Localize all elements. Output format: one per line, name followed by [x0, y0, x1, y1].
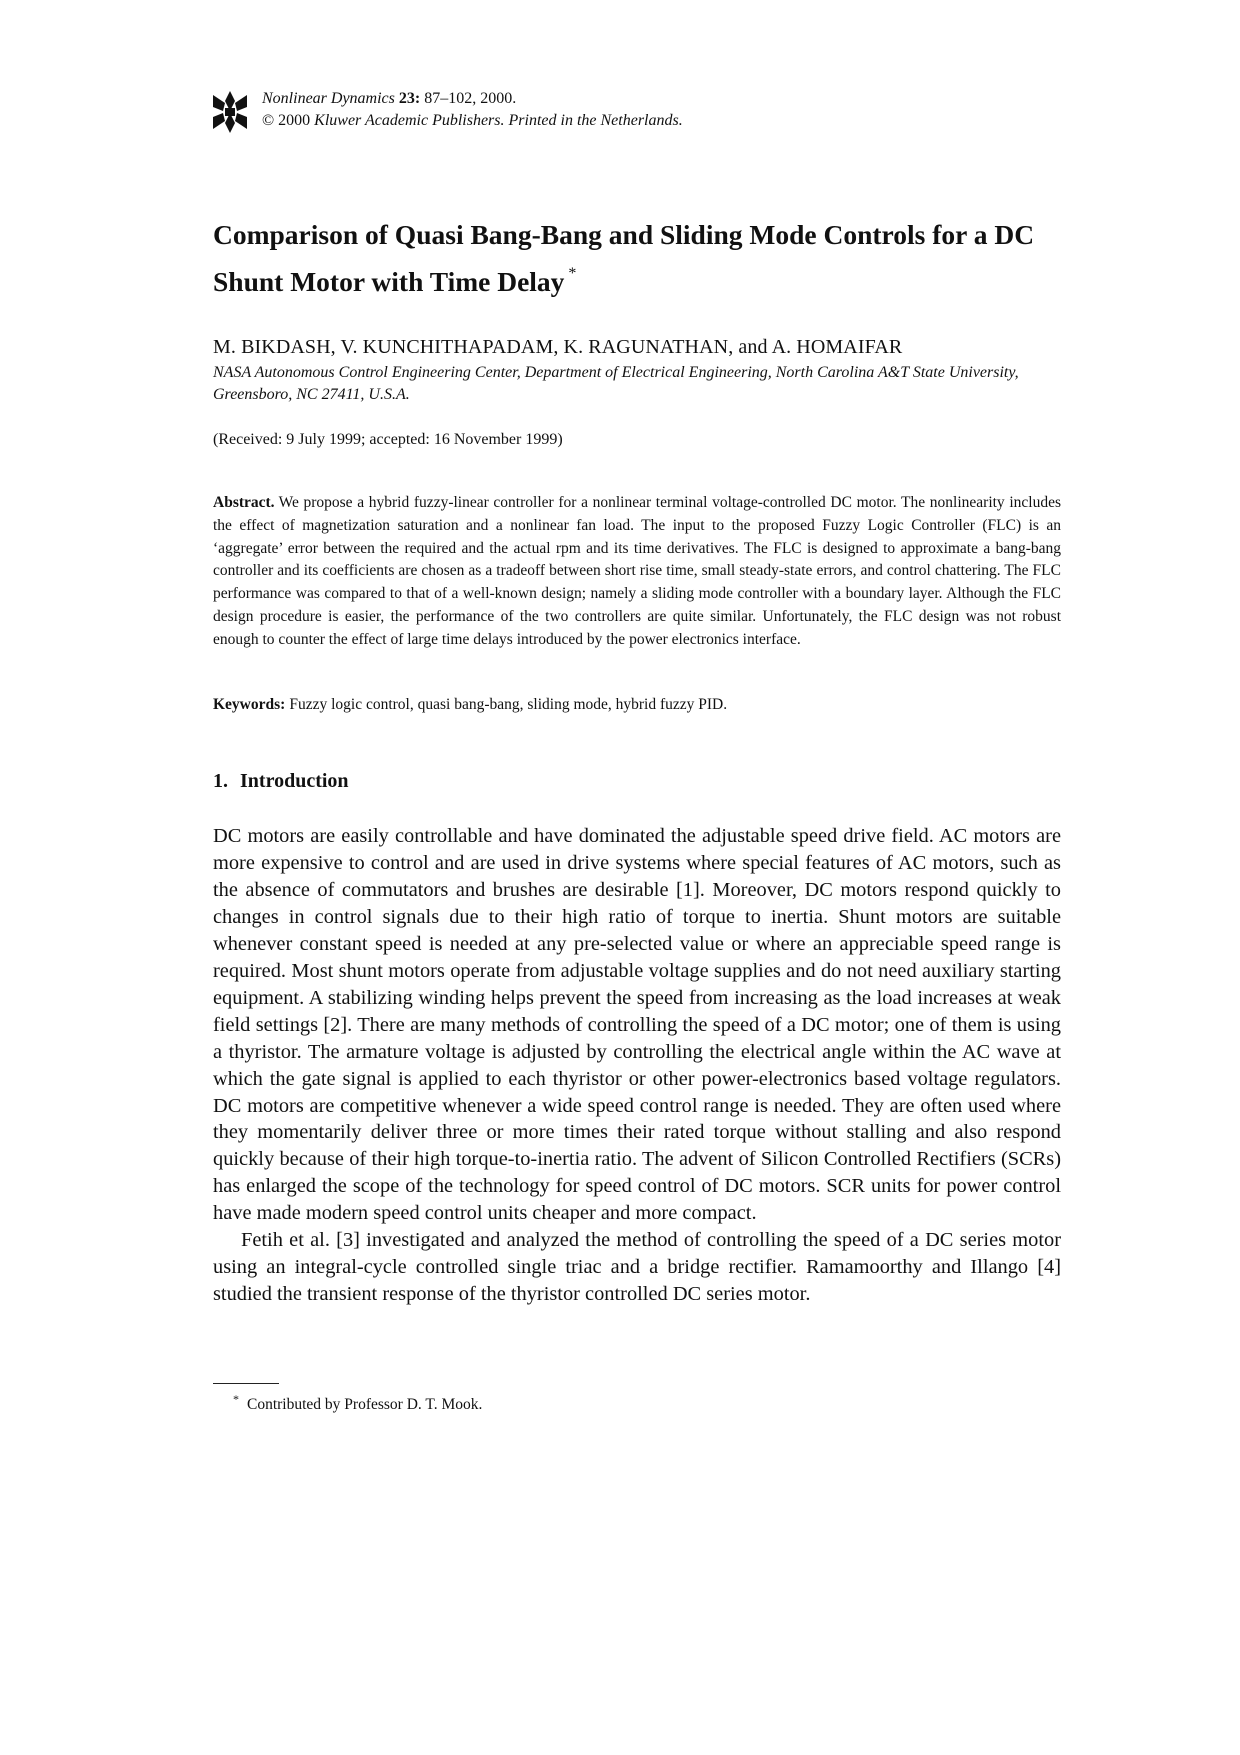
title-footnote-marker: * [568, 265, 577, 282]
footnote-text: Contributed by Professor D. T. Mook. [247, 1396, 483, 1413]
footnote-marker: * [233, 1392, 239, 1406]
journal-citation [262, 88, 683, 132]
footnote [233, 1388, 482, 1416]
journal-volume: 23: [398, 90, 421, 107]
section-title: Introduction [240, 770, 349, 792]
introduction-body [213, 823, 1061, 1308]
paper-title-text: Comparison of Quasi Bang-Bang and Sliding Mode Controls for a DC Shunt Motor with Time Delay [213, 219, 1035, 297]
keywords-label: Keywords: [213, 696, 286, 713]
affiliation: NASA Autonomous Control Engineering Center, Department of Electrical Engineering, North Carolina A&T State University, Greensboro, NC 27411, U.S.A. [213, 364, 1019, 403]
publisher-name: Kluwer Academic Publishers. [314, 112, 505, 129]
abstract-text: We propose a hybrid fuzzy-linear controller for a nonlinear terminal voltage-controlled DC motor. The nonlinearity includes the effect of magnetization saturation and a nonlinear fan load. The input to the proposed Fuzzy Logic Controller (FLC) is an ‘aggregate’ error between the required and the actual rpm and its time derivatives. The FLC is designed to approximate a bang-bang controller and its coefficients are chosen as a tradeoff between short rise time, small steady-state errors, and control chattering. The FLC performance was compared to that of a well-known design; namely a sliding mode controller with a boundary layer. Although the FLC design procedure is easier, the performance of the two controllers are quite similar. Unfortunately, the FLC design was not robust enough to counter the effect of large time delays introduced by the power electronics interface. [213, 494, 1061, 648]
printed-location: Printed in the Netherlands. [508, 112, 683, 129]
author-list: M. BIKDASH, V. KUNCHITHAPADAM, K. RAGUNATHAN, and A. HOMAIFAR [213, 336, 903, 358]
section-number: 1. [213, 770, 228, 792]
publisher-logo-icon [213, 91, 247, 133]
keywords [213, 694, 1061, 716]
paper-title [213, 215, 1061, 301]
copyright-year: © 2000 [262, 112, 311, 129]
journal-header [213, 88, 1061, 138]
body-paragraph: DC motors are easily controllable and have dominated the adjustable speed drive field. AC motors are more expensive to control and are used in drive systems where special features of AC motors, such as the absence of commutators and brushes are desirable [1]. Moreover, DC motors respond quickly to changes in control signals due to their high ratio of torque to inertia. Shunt motors are suitable whenever constant speed is needed at any pre-selected value or where an appreciable speed range is required. Most shunt motors operate from adjustable voltage supplies and do not need auxiliary starting equipment. A stabilizing winding helps prevent the speed from increasing as the load increases at weak field settings [2]. There are many methods of controlling the speed of a DC motor; one of them is using a thyristor. The armature voltage is adjusted by controlling the electrical angle within the AC wave at which the gate signal is applied to each thyristor or other power-electronics based voltage regulators. DC motors are competitive whenever a wide speed control range is needed. They are often used where they momentarily deliver three or more times their rated torque without stalling and also respond quickly because of their high torque-to-inertia ratio. The advent of Silicon Controlled Rectifiers (SCRs) has enlarged the scope of the technology for speed control of DC motors. SCR units for power control have made modern speed control units cheaper and more compact. [213, 825, 1061, 1225]
journal-name: Nonlinear Dynamics [262, 90, 395, 107]
abstract [213, 492, 1061, 652]
journal-citation-line [262, 88, 683, 110]
received-dates: (Received: 9 July 1999; accepted: 16 November 1999) [213, 431, 563, 448]
keywords-text: Fuzzy logic control, quasi bang-bang, sliding mode, hybrid fuzzy PID. [289, 696, 728, 713]
journal-pages-year: 87–102, 2000. [424, 90, 517, 107]
footnote-divider [213, 1383, 279, 1384]
section-heading-introduction [213, 768, 349, 794]
copyright-line [262, 110, 683, 132]
abstract-label: Abstract. [213, 494, 275, 511]
body-paragraph: Fetih et al. [3] investigated and analyzed the method of controlling the speed of a DC series motor using an integral-cycle controlled single triac and a bridge rectifier. Ramamoorthy and Illango [4] studied the transient response of the thyristor controlled DC series motor. [213, 1229, 1061, 1306]
